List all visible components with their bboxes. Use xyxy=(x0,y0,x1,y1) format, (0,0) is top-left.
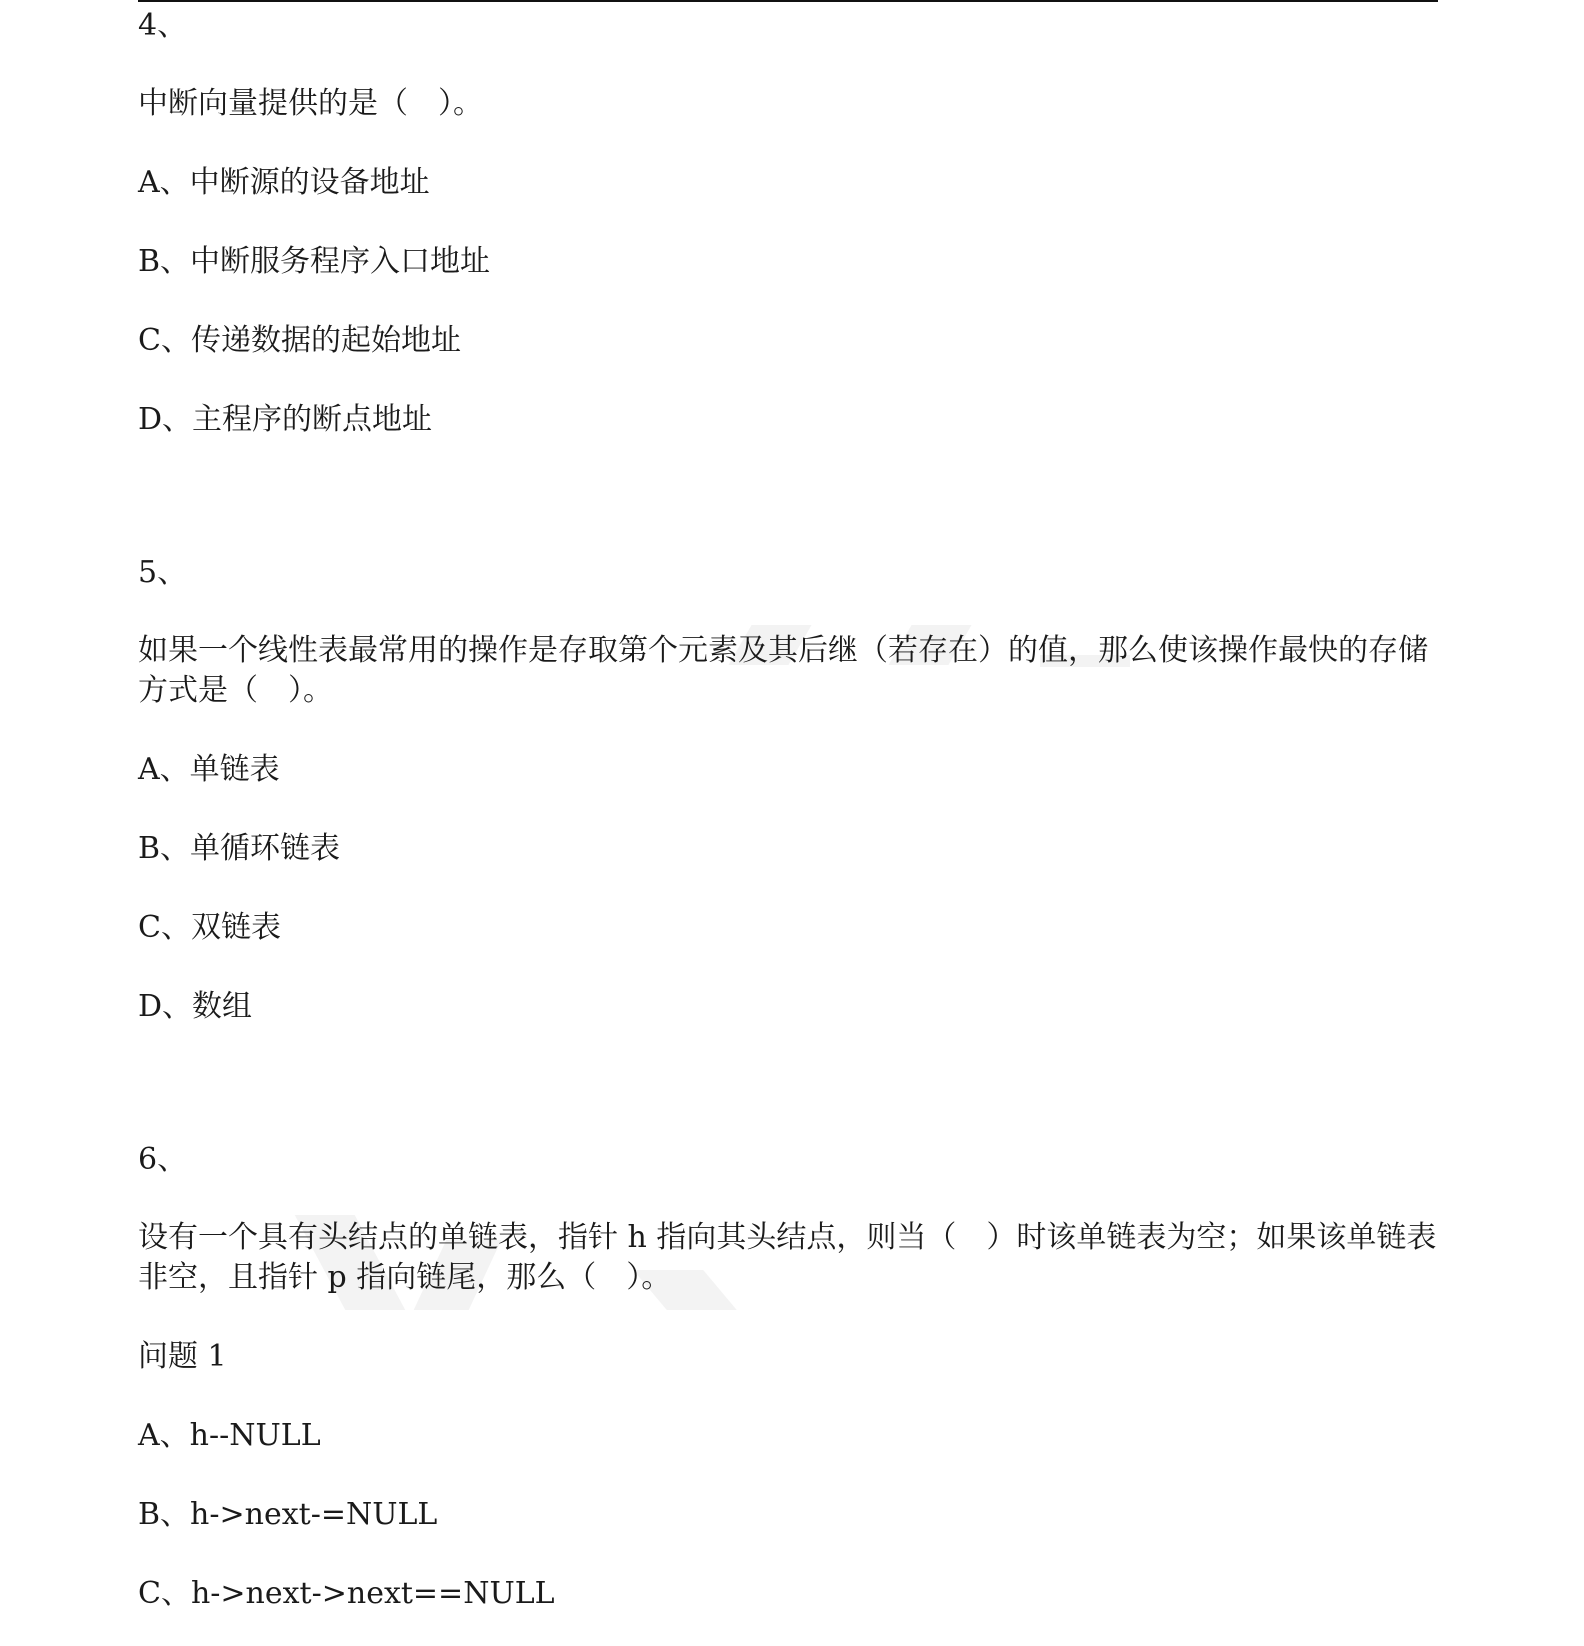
question-6 xyxy=(138,1140,1438,1614)
question-stem: 设有一个具有头结点的单链表，指针 h 指向其头结点，则当（ ）时该单链表为空；如果该单链表非空，且指针 p 指向链尾，那么（ ）。 xyxy=(138,1220,1437,1295)
option-d: D、主程序的断点地址 xyxy=(138,402,433,437)
option-a: A、单链表 xyxy=(138,752,280,787)
option-c: C、h->next->next==NULL xyxy=(138,1576,555,1611)
question-5 xyxy=(138,553,1438,1027)
option-b: B、中断服务程序入口地址 xyxy=(138,244,491,279)
option-a: A、中断源的设备地址 xyxy=(138,165,430,200)
question-4 xyxy=(138,6,1438,440)
option-b: B、单循环链表 xyxy=(138,831,341,866)
option-d: D、数组 xyxy=(138,989,253,1024)
option-a: A、h--NULL xyxy=(138,1418,321,1453)
page-top-rule xyxy=(138,0,1438,2)
question-number: 6、 xyxy=(138,1142,188,1177)
question-number: 4、 xyxy=(138,8,188,43)
sub-question-label: 问题 1 xyxy=(138,1339,227,1374)
option-c: C、双链表 xyxy=(138,910,281,945)
document-page xyxy=(138,6,1438,1614)
option-c: C、传递数据的起始地址 xyxy=(138,323,461,358)
question-stem: 如果一个线性表最常用的操作是存取第个元素及其后继（若存在）的值，那么使该操作最快的存储方式是（ ）。 xyxy=(138,633,1428,708)
question-number: 5、 xyxy=(138,555,188,590)
option-b: B、h->next-=NULL xyxy=(138,1497,438,1532)
question-stem: 中断向量提供的是（ ）。 xyxy=(138,86,483,121)
